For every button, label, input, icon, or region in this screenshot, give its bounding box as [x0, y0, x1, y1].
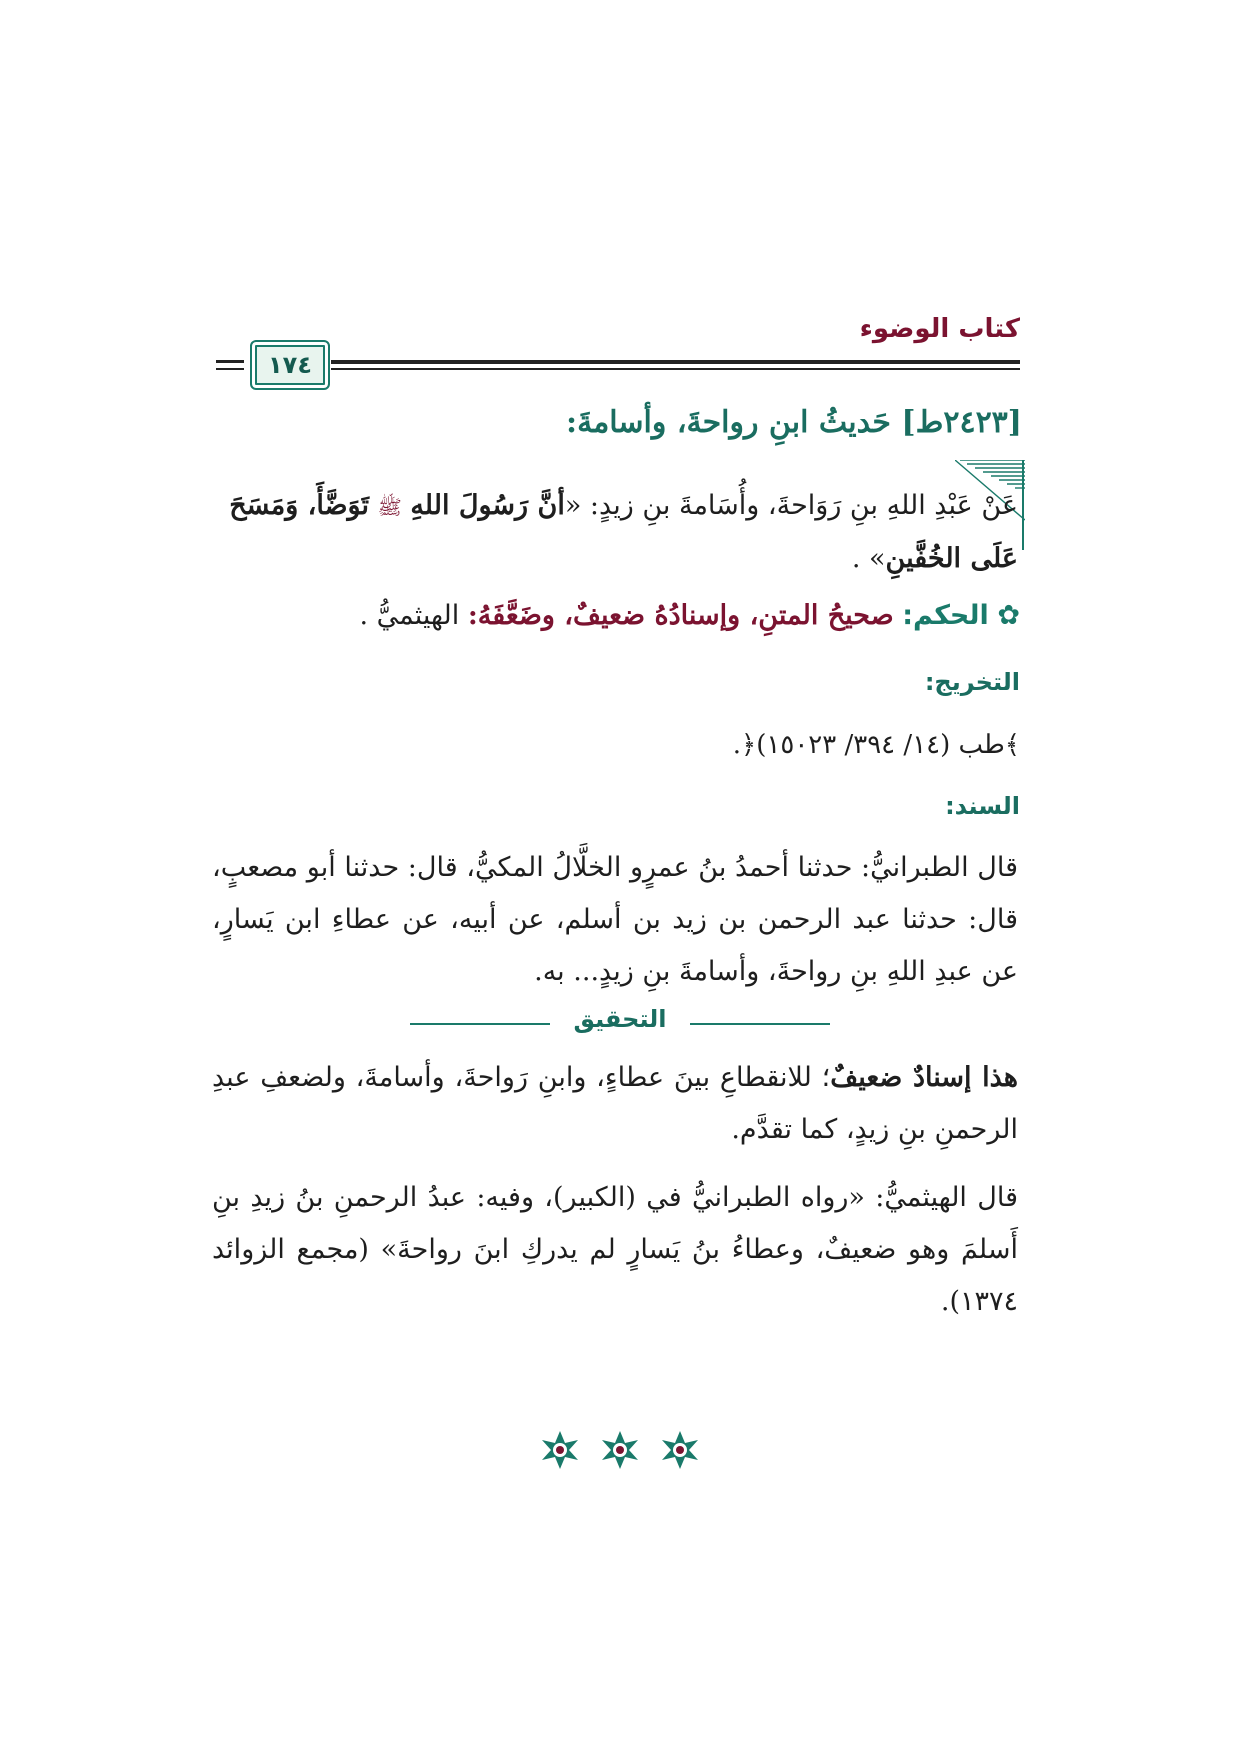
- pbuh-glyph: ﷺ: [377, 495, 402, 519]
- book-title: كتاب الوضوء: [859, 314, 1020, 344]
- narration-matn-1: أنَّ رَسُولَ اللهِ: [410, 490, 565, 521]
- star-ornament-icon: [600, 1430, 640, 1470]
- divider-line-right: [690, 1023, 830, 1025]
- star-ornament-icon: [540, 1430, 580, 1470]
- header-rule-thin: [331, 368, 1020, 370]
- takhrij-label: التخريج:: [924, 668, 1020, 696]
- tahqiq-title: التحقيق: [573, 1005, 667, 1033]
- page-header: [216, 308, 1020, 388]
- header-rule-left-thin: [216, 368, 244, 370]
- tahqiq-paragraph-1: [212, 1052, 1018, 1156]
- ruling-label: الحكم:: [902, 600, 989, 631]
- header-rule-left: [216, 360, 244, 363]
- page-number: ١٧٤: [250, 340, 330, 390]
- flower-icon: ✿: [997, 600, 1020, 631]
- tahqiq-divider: [410, 1005, 830, 1041]
- tahqiq-paragraph-2: قال الهيثميُّ: «رواه الطبرانيُّ في (الكبير)، وفيه: عبدُ الرحمنِ بنُ زيدِ بنِ أَسلمَ وهو ضعيفٌ، وعطاءُ بنُ يَسارٍ لم يدركِ ابنَ رواحةَ» (مجمع الزوائد ١٣٧٤).: [212, 1182, 1018, 1317]
- tahqiq-verdict: هذا إسنادٌ ضعيفٌ: [830, 1062, 1018, 1093]
- header-rule: [331, 360, 1020, 364]
- hadith-narration: [212, 480, 1018, 585]
- takhrij-ref: ﴾طب (١٤/ ٣٩٤/ ١٥٠٢٣)﴿.: [732, 730, 1020, 760]
- divider-line-left: [410, 1023, 550, 1025]
- sanad-text: قال الطبرانيُّ: حدثنا أحمدُ بنُ عمرٍو الخلَّالُ المكيُّ، قال: حدثنا أبو مصعبٍ، قال: حدثنا عبد الرحمن بن زيد بن أسلم، عن أبيه، عن عطاءِ ابن يَسارٍ، عن عبدِ اللهِ بنِ رواحةَ، وأسامةَ بنِ زيدٍ... به.: [212, 852, 1018, 987]
- narration-matn-2: تَوَضَّأَ، وَمَسَحَ عَلَى الخُفَّينِ: [229, 490, 1018, 574]
- footer-ornaments: [540, 1430, 700, 1474]
- ruling-line: [359, 600, 1020, 631]
- sanad-label: السند:: [945, 792, 1020, 820]
- hadith-heading: [٢٤٢٣ط] حَديثُ ابنِ رواحةَ، وأسامةَ:: [566, 405, 1022, 440]
- tahqiq-reason: ؛ للانقطاعِ بينَ عطاءٍ، وابنِ رَواحةَ، وأسامةَ، ولضعفِ عبدِ الرحمنِ بنِ زيدٍ، كما تقدَّم.: [212, 1062, 1018, 1145]
- narration-intro: عَنْ عَبْدِ اللهِ بنِ رَوَاحةَ، وأُسَامةَ بنِ زيدٍ: «: [564, 490, 1018, 521]
- ruling-by: الهيثميُّ .: [359, 600, 460, 631]
- star-ornament-icon: [660, 1430, 700, 1470]
- ruling-verdict: صحيحُ المتنِ، وإسنادُهُ ضعيفٌ، وضَعَّفَهُ:: [467, 600, 894, 631]
- narration-end: » .: [851, 543, 886, 574]
